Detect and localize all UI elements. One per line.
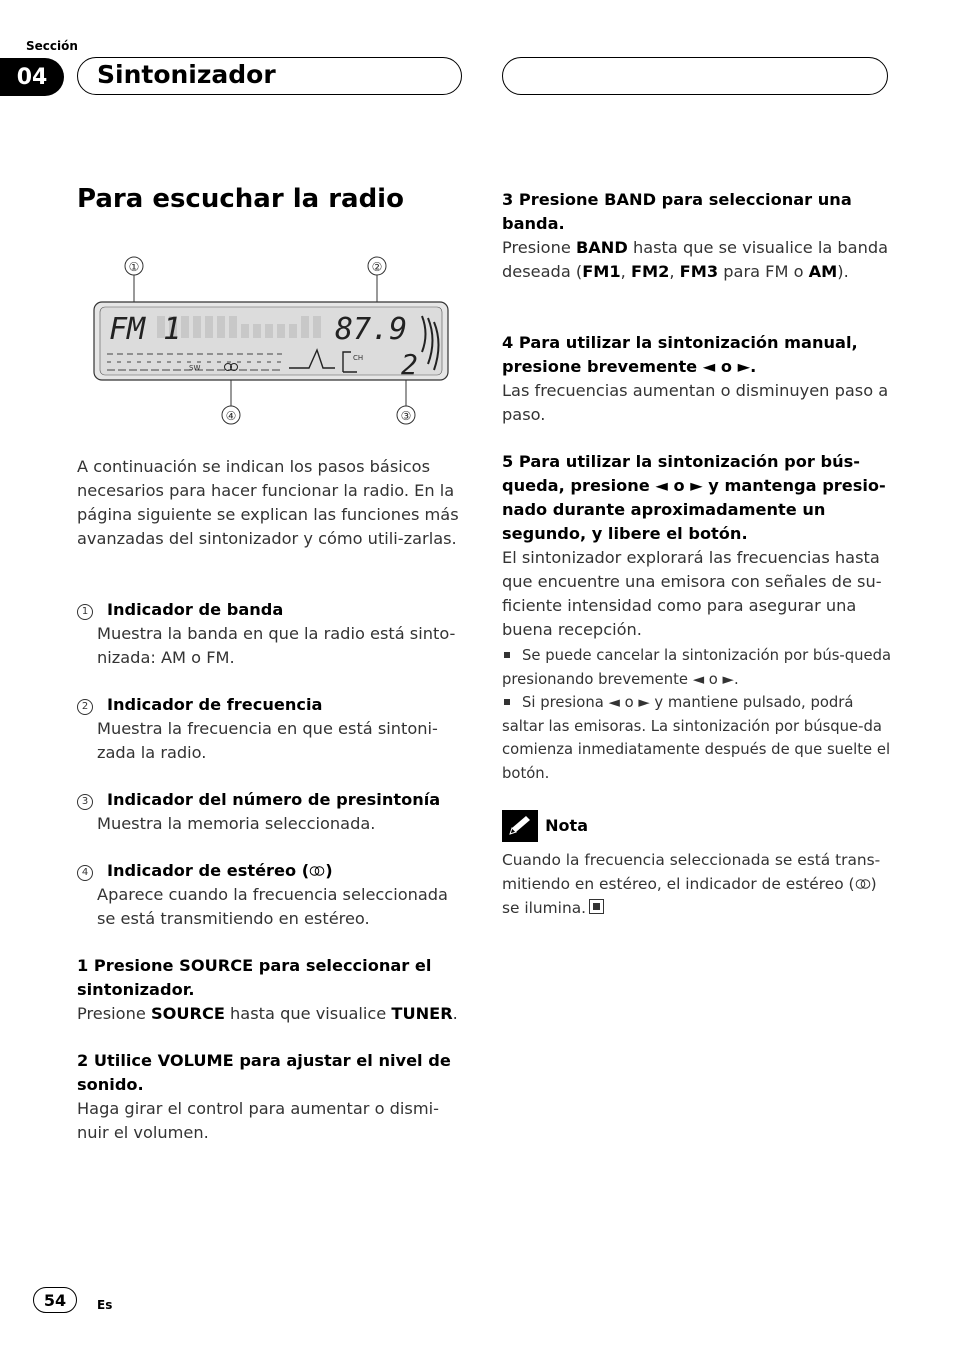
note-pencil-icon: [502, 810, 538, 842]
list-item: 4 Indicador de estéreo ( ) Aparece cuando la frecuencia seleccionada se está transmitiendo en estéreo.: [77, 859, 465, 931]
indicator-list: [77, 598, 465, 931]
end-mark-icon: [589, 899, 604, 914]
step-5: 5 Para utilizar la sintonización por bús-queda, presione ◄ o ► y mantenga presio-nado durante aproximadamente un segundo, y libere el botón. El sintonizador explorará las frecuencias hasta que encuentre una emisora con señales de su-ficiente intensidad como para asegurar una buena recepción. Se puede cancelar la sintonización por bús-queda presionando brevemente ◄ o ►. Si presiona ◄ o ► y mantiene pulsado, podrá saltar las emisoras. La sintonización por búsque-da comienza inmediatamente después de que suelte el botón.: [502, 450, 892, 786]
note-heading: Nota: [545, 816, 588, 835]
frequency-indicator: 87.9: [335, 312, 408, 347]
band-indicator: FM 1: [109, 312, 182, 347]
language-code: Es: [97, 1298, 113, 1312]
stereo-icon: [855, 878, 871, 890]
bullet-icon: [504, 652, 510, 658]
item-number: 4: [77, 865, 93, 881]
note-box: Nota Cuando la frecuencia seleccionada se está trans-mitiendo en estéreo, el indicador de estéreo ( ) se ilumina.: [502, 810, 892, 920]
list-item: 1 Indicador de banda Muestra la banda en que la radio está sinto-nizada: AM o FM.: [77, 598, 465, 670]
bullet-icon: [504, 699, 510, 705]
page-title: Para escuchar la radio: [77, 184, 404, 214]
ch-label: CH: [353, 354, 364, 362]
svg-text:②: ②: [371, 260, 383, 274]
intro-paragraph: A continuación se indican los pasos básicos necesarios para hacer funcionar la radio. En la página siguiente se explican las funciones más avanzadas del sintonizador y cómo utili-zarlas.: [77, 457, 459, 548]
step-2: 2 Utilice VOLUME para ajustar el nivel de sonido. Haga girar el control para aumentar o dismi-nuir el volumen.: [77, 1051, 451, 1142]
stereo-icon: [309, 865, 325, 877]
list-item: 2 Indicador de frecuencia Muestra la frecuencia en que está sintoni-zada la radio.: [77, 693, 465, 765]
svg-text:③: ③: [400, 409, 412, 423]
radio-display-illustration: [77, 244, 457, 434]
section-title: Sintonizador: [97, 60, 276, 89]
preset-indicator: 2: [401, 348, 418, 381]
section-label: Sección: [26, 39, 78, 53]
section-number-badge: 04: [0, 58, 64, 96]
list-item: Si presiona ◄ o ► y mantiene pulsado, podrá saltar las emisoras. La sintonización por búsque-da comienza inmediatamente después de que suelte el botón.: [502, 694, 891, 782]
step-4: 4 Para utilizar la sintonización manual, presione brevemente ◄ o ►. Las frecuencias aumentan o disminuyen paso a paso.: [502, 333, 889, 424]
svg-text:①: ①: [128, 260, 140, 274]
section-right-frame: [502, 57, 888, 95]
svg-text:④: ④: [225, 409, 237, 423]
list-item: Se puede cancelar la sintonización por bús-queda presionando brevemente ◄ o ►.: [502, 647, 892, 688]
step-1: 1 Presione SOURCE para seleccionar el sintonizador. Presione SOURCE hasta que visualice TUNER.: [77, 956, 458, 1023]
step-3: 3 Presione BAND para seleccionar una banda. Presione BAND hasta que se visualice la banda deseada (FM1, FM2, FM3 para FM o AM).: [502, 190, 889, 281]
item-number: 3: [77, 794, 93, 810]
sw-label: SW: [189, 364, 201, 372]
list-item: 3 Indicador del número de presintonía Muestra la memoria seleccionada.: [77, 788, 465, 836]
page-number: 54: [33, 1287, 77, 1313]
item-number: 2: [77, 699, 93, 715]
item-number: 1: [77, 604, 93, 620]
